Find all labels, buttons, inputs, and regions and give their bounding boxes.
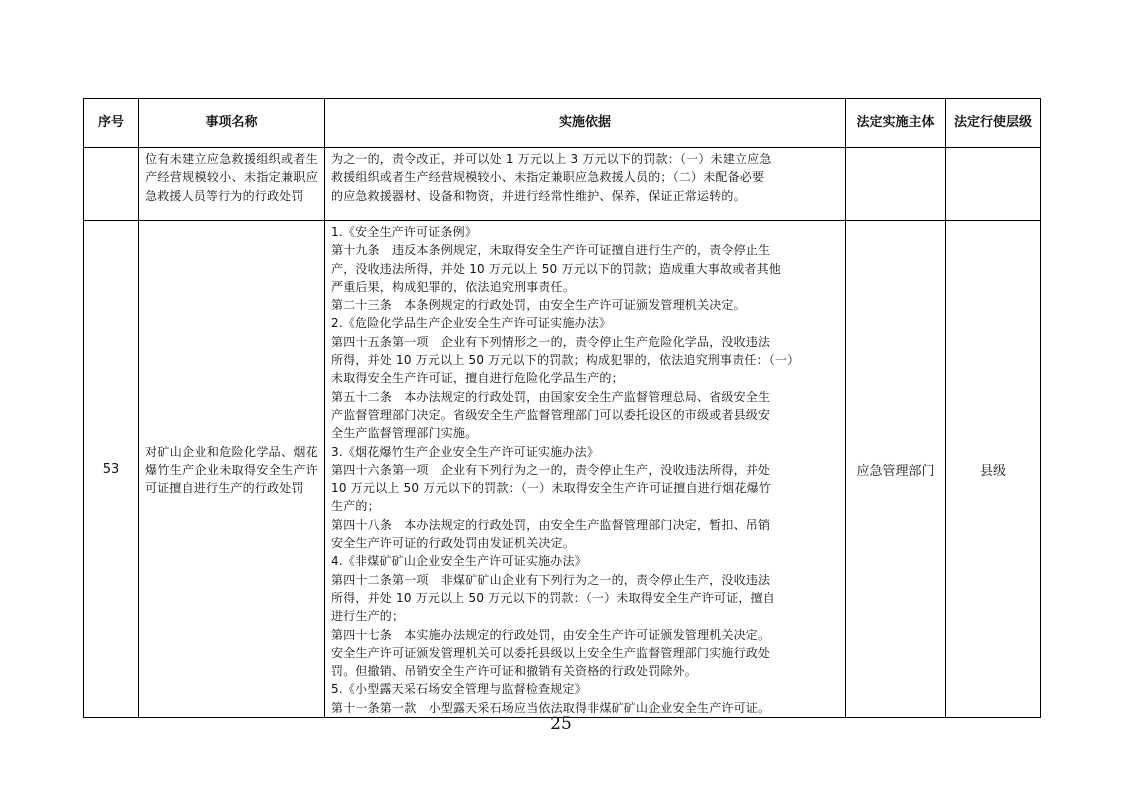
basis-line: 为之一的，责令改正，并可以处 1 万元以上 3 万元以下的罚款：（一）未建立应急 [331,152,772,166]
basis-line: 第四十二条第一项 非煤矿矿山企业有下列行为之一的，责令停止生产，没收违法 [331,572,771,587]
basis-line: 第二十三条 本条例规定的行政处罚，由安全生产许可证颁发管理机关决定。 [331,298,746,313]
basis-line: 生产的； [331,499,380,514]
header-basis: 实施依据 [325,99,846,148]
basis-line: 第十九条 违反本条例规定，未取得安全生产许可证擅自进行生产的，责令停止生 [331,243,771,258]
basis-line: 第四十七条 本实施办法规定的行政处罚，由安全生产许可证颁发管理机关决定。 [331,627,771,642]
page-number: 25 [550,714,572,734]
implementing-subject: 应急管理部门 [846,221,946,718]
item-name: 位有未建立应急救援组织或者生产经营规模较小、未指定兼职应急救援人员等行为的行政处罚 [139,148,325,221]
basis-line: 未取得安全生产许可证，擅自进行危险化学品生产的； [331,371,624,386]
basis-line: 2.《危险化学品生产企业安全生产许可证实施办法》 [331,316,612,331]
basis-line: 1.《安全生产许可证条例》 [331,225,478,239]
row-number [84,148,139,221]
basis-line: 3.《烟花爆竹生产企业安全生产许可证实施办法》 [331,444,600,459]
basis-cell [325,221,846,718]
basis-line: 安全生产许可证颁发管理机关可以委托县级以上安全生产监督管理部门实施行政处 [331,645,771,660]
basis-line: 全生产监督管理部门实施。 [331,426,478,441]
basis-line: 产监督管理部门决定。省级安全生产监督管理部门可以委托设区的市级或者县级安 [331,407,771,422]
table-row [84,221,1041,718]
basis-line: 严重后果，构成犯罪的，依法追究刑事责任。 [331,279,576,294]
basis-line: 第十一条第一款 小型露天采石场应当依法取得非煤矿矿山企业安全生产许可证。 [331,700,771,715]
basis-line: 罚。但撤销、吊销安全生产许可证和撤销有关资格的行政处罚除外。 [331,664,698,679]
basis-line: 的应急救援器材、设备和物资，并进行经常性维护、保养，保证正常运转的。 [331,188,746,203]
basis-cell [325,148,846,221]
header-row [84,99,1041,148]
basis-line: 第四十八条 本办法规定的行政处罚，由安全生产监督管理部门决定，暂扣、吊销 [331,517,771,532]
basis-line: 第四十五条第一项 企业有下列情形之一的，责令停止生产危险化学品，没收违法 [331,334,771,349]
basis-line: 救援组织或者生产经营规模较小、未指定兼职应急救援人员的；（二）未配备必要 [331,170,765,185]
basis-line: 进行生产的； [331,609,405,624]
basis-line: 4.《非煤矿矿山企业安全生产许可证实施办法》 [331,554,587,569]
header-level: 法定行使层级 [946,99,1041,148]
implementing-subject [846,148,946,221]
header-subject: 法定实施主体 [846,99,946,148]
basis-line: 所得，并处 10 万元以上 50 万元以下的罚款；构成犯罪的，依法追究刑事责任：（一） [331,353,800,368]
item-name: 对矿山企业和危险化学品、烟花爆竹生产企业未取得安全生产许可证擅自进行生产的行政处罚 [139,221,325,718]
basis-line: 第四十六条第一项 企业有下列行为之一的，责令停止生产，没收违法所得，并处 [331,462,771,477]
header-num: 序号 [84,99,139,148]
exercise-level: 县级 [946,221,1041,718]
exercise-level [946,148,1041,221]
basis-line: 第五十二条 本办法规定的行政处罚，由国家安全生产监督管理总局、省级安全生 [331,389,771,404]
basis-line: 5.《小型露天采石场安全管理与监督检查规定》 [331,682,587,697]
header-name: 事项名称 [139,99,325,148]
basis-line: 安全生产许可证的行政处罚由发证机关决定。 [331,536,576,551]
basis-line: 产，没收违法所得，并处 10 万元以上 50 万元以下的罚款；造成重大事故或者其他 [331,261,781,276]
table-row [84,148,1041,221]
main-table [83,98,1041,718]
basis-line: 10 万元以上 50 万元以下的罚款：（一）未取得安全生产许可证擅自进行烟花爆竹 [331,481,771,496]
row-number: 53 [84,221,139,718]
basis-line: 所得，并处 10 万元以上 50 万元以下的罚款：（一）未取得安全生产许可证，擅自 [331,590,775,605]
